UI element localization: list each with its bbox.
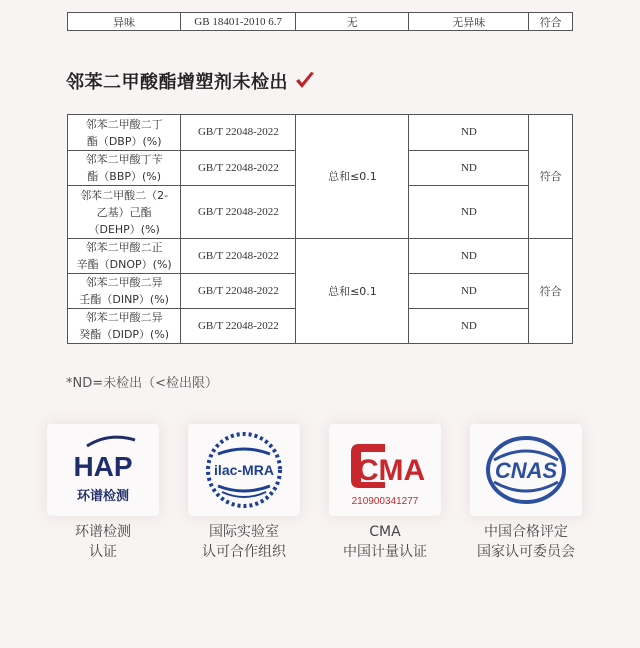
ilac-mra-logo-card — [188, 424, 300, 516]
result-cell: ND — [409, 186, 529, 239]
cnas-logo — [470, 424, 582, 516]
result-cell: ND — [409, 239, 529, 274]
svg-text:ilac-MRA: ilac-MRA — [214, 462, 274, 478]
standard-cell: GB/T 22048-2022 — [181, 274, 296, 309]
svg-text:环谱检测: 环谱检测 — [76, 489, 130, 504]
standard-cell: GB/T 22048-2022 — [181, 239, 296, 274]
cma-logo — [329, 424, 441, 516]
verdict-cell: 符合 — [529, 13, 573, 31]
cnas-logo-card — [470, 424, 582, 516]
result-cell: ND — [409, 115, 529, 151]
section-title-text: 邻苯二甲酸酯增塑剂未检出 — [66, 72, 288, 93]
phthalate-results-table — [67, 114, 573, 344]
substance-name-cell: 邻苯二甲酸丁苄 酯（BBP）(%) — [68, 151, 181, 186]
limit-cell: 总和≤0.1 — [296, 115, 409, 239]
limit-cell: 总和≤0.1 — [296, 239, 409, 344]
cma-logo-card — [329, 424, 441, 516]
check-mark-icon — [294, 71, 316, 91]
svg-text:HAP: HAP — [73, 451, 133, 482]
table-row — [68, 239, 573, 274]
result-cell: ND — [409, 309, 529, 344]
svg-text:CMA: CMA — [356, 454, 426, 487]
section-title — [66, 68, 316, 94]
footnote: *ND=未检出（<检出限） — [66, 376, 219, 391]
substance-name-cell: 邻苯二甲酸二异 壬酯（DINP）(%) — [68, 274, 181, 309]
hap-logo — [47, 424, 159, 516]
standard-cell: GB/T 22048-2022 — [181, 115, 296, 151]
cma-caption: CMA 中国计量认证 — [343, 524, 427, 560]
table-row — [68, 13, 573, 31]
substance-name-cell: 邻苯二甲酸二（2- 乙基）己酯 （DEHP）(%) — [68, 186, 181, 239]
cnas-caption: 中国合格评定 国家认可委员会 — [477, 524, 575, 560]
substance-name-cell: 邻苯二甲酸二丁 酯（DBP）(%) — [68, 115, 181, 151]
svg-text:CNAS: CNAS — [494, 458, 558, 483]
substance-name-cell: 邻苯二甲酸二异 癸酯（DIDP）(%) — [68, 309, 181, 344]
result-cell: ND — [409, 274, 529, 309]
substance-name-cell: 邻苯二甲酸二正 辛酯（DNOP）(%) — [68, 239, 181, 274]
table-row — [68, 115, 573, 151]
result-cell: 无异味 — [409, 13, 529, 31]
ilac-mra-logo — [188, 424, 300, 516]
previous-results-table — [67, 12, 573, 31]
verdict-cell: 符合 — [529, 239, 573, 344]
requirement-cell: 无 — [296, 13, 409, 31]
ilac-mra-caption: 国际实验室 认可合作组织 — [202, 524, 286, 560]
result-cell: ND — [409, 151, 529, 186]
svg-text:210900341277: 210900341277 — [351, 496, 419, 507]
standard-cell: GB 18401-2010 6.7 — [181, 13, 296, 31]
hap-logo-card — [47, 424, 159, 516]
standard-cell: GB/T 22048-2022 — [181, 151, 296, 186]
standard-cell: GB/T 22048-2022 — [181, 309, 296, 344]
standard-cell: GB/T 22048-2022 — [181, 186, 296, 239]
hap-caption: 环谱检测 认证 — [75, 524, 131, 560]
verdict-cell: 符合 — [529, 115, 573, 239]
test-item-cell: 异味 — [68, 13, 181, 31]
